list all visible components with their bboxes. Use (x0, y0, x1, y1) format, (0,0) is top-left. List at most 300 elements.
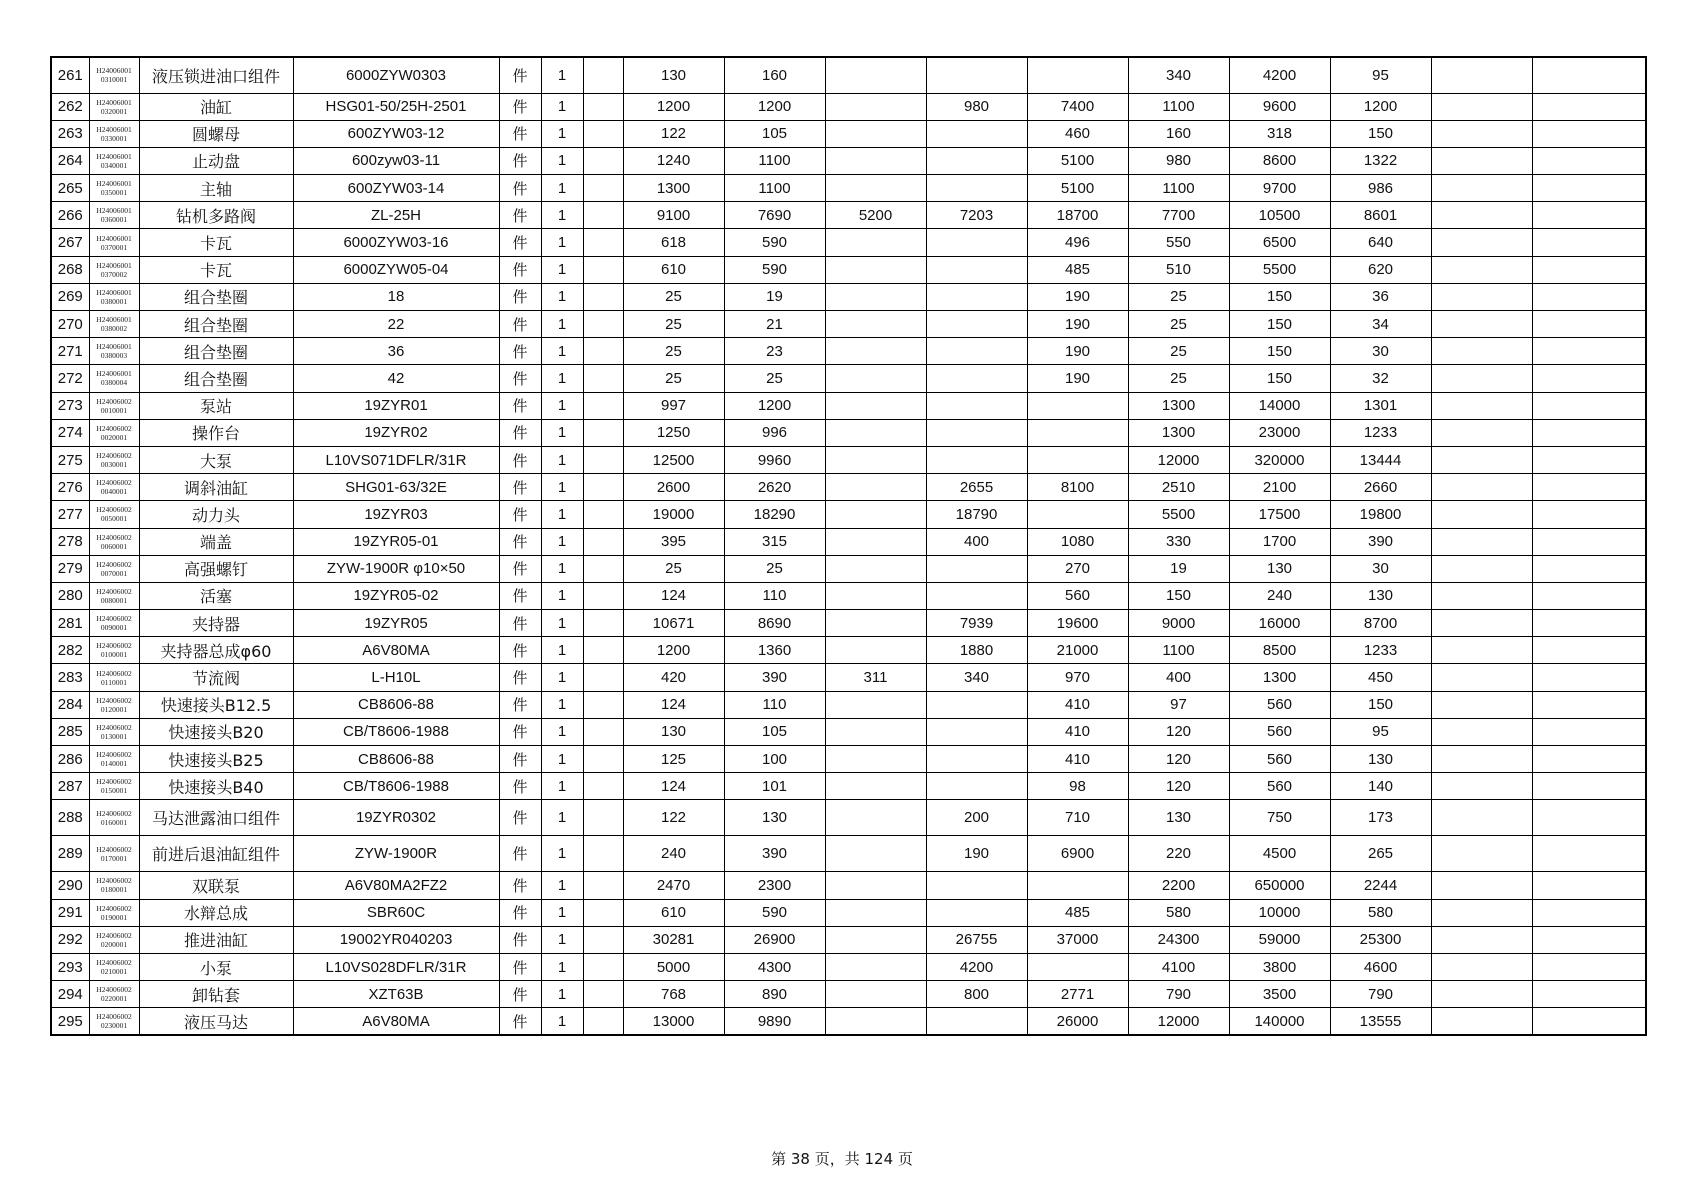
price-col-1-cell (583, 311, 623, 338)
item-code-cell: H24006001 0370002 (89, 256, 139, 283)
price-col-10-cell (1431, 338, 1532, 365)
part-name-cell: 夹持器 (139, 610, 293, 637)
price-col-7-cell: 790 (1128, 981, 1229, 1008)
table-row (51, 953, 1646, 980)
price-col-10-cell (1431, 120, 1532, 147)
price-col-7-cell: 1300 (1128, 419, 1229, 446)
price-col-7-cell: 1100 (1128, 93, 1229, 120)
price-col-6-cell: 485 (1027, 899, 1128, 926)
price-col-9-cell: 140 (1330, 773, 1431, 800)
price-col-1-cell (583, 691, 623, 718)
price-col-8-cell: 8600 (1229, 147, 1330, 174)
price-col-1-cell (583, 872, 623, 899)
price-col-10-cell (1431, 202, 1532, 229)
price-col-11-cell (1532, 202, 1646, 229)
price-col-3-cell: 4300 (724, 953, 825, 980)
price-col-2-cell: 125 (623, 746, 724, 773)
price-col-8-cell: 9600 (1229, 93, 1330, 120)
price-col-11-cell (1532, 283, 1646, 310)
price-col-2-cell: 30281 (623, 926, 724, 953)
part-model-cell: ZYW-1900R φ10×50 (293, 555, 499, 582)
unit-cell: 件 (499, 800, 541, 836)
price-col-11-cell (1532, 664, 1646, 691)
quantity-cell: 1 (541, 953, 583, 980)
table-row (51, 582, 1646, 609)
price-col-8-cell: 9700 (1229, 175, 1330, 202)
part-name-cell: 泵站 (139, 392, 293, 419)
price-col-11-cell (1532, 872, 1646, 899)
price-col-7-cell: 24300 (1128, 926, 1229, 953)
quantity-cell: 1 (541, 283, 583, 310)
unit-cell: 件 (499, 691, 541, 718)
price-col-3-cell: 390 (724, 836, 825, 872)
price-col-5-cell: 980 (926, 93, 1027, 120)
price-col-3-cell: 25 (724, 555, 825, 582)
price-col-4-cell (825, 746, 926, 773)
quantity-cell: 1 (541, 1008, 583, 1035)
table-row (51, 202, 1646, 229)
part-name-cell: 液压锁进油口组件 (139, 57, 293, 93)
price-col-4-cell (825, 582, 926, 609)
quantity-cell: 1 (541, 664, 583, 691)
price-col-10-cell (1431, 256, 1532, 283)
price-col-2-cell: 25 (623, 338, 724, 365)
quantity-cell: 1 (541, 872, 583, 899)
price-col-2-cell: 2470 (623, 872, 724, 899)
price-col-2-cell: 1200 (623, 93, 724, 120)
part-name-cell: 双联泵 (139, 872, 293, 899)
price-col-7-cell: 12000 (1128, 446, 1229, 473)
unit-cell: 件 (499, 610, 541, 637)
price-col-1-cell (583, 718, 623, 745)
price-col-11-cell (1532, 93, 1646, 120)
table-row (51, 746, 1646, 773)
price-col-3-cell: 890 (724, 981, 825, 1008)
price-col-5-cell (926, 365, 1027, 392)
part-name-cell: 快速接头B40 (139, 773, 293, 800)
price-col-6-cell: 19600 (1027, 610, 1128, 637)
row-number-cell: 275 (51, 446, 89, 473)
price-col-7-cell: 2200 (1128, 872, 1229, 899)
quantity-cell: 1 (541, 926, 583, 953)
table-row (51, 338, 1646, 365)
price-col-11-cell (1532, 718, 1646, 745)
price-col-9-cell: 2244 (1330, 872, 1431, 899)
item-code-cell: H24006002 0230001 (89, 1008, 139, 1035)
price-col-5-cell (926, 872, 1027, 899)
price-col-5-cell: 2655 (926, 474, 1027, 501)
row-number-cell: 288 (51, 800, 89, 836)
price-col-6-cell: 8100 (1027, 474, 1128, 501)
price-col-7-cell: 25 (1128, 365, 1229, 392)
item-code-cell: H24006002 0130001 (89, 718, 139, 745)
price-col-1-cell (583, 800, 623, 836)
price-col-6-cell: 410 (1027, 691, 1128, 718)
item-code-cell: H24006001 0380001 (89, 283, 139, 310)
price-col-11-cell (1532, 637, 1646, 664)
price-col-1-cell (583, 283, 623, 310)
price-col-1-cell (583, 836, 623, 872)
price-col-9-cell: 30 (1330, 555, 1431, 582)
price-col-4-cell (825, 474, 926, 501)
part-model-cell: CB8606-88 (293, 691, 499, 718)
price-col-9-cell: 1200 (1330, 93, 1431, 120)
price-col-2-cell: 13000 (623, 1008, 724, 1035)
unit-cell: 件 (499, 311, 541, 338)
price-col-2-cell: 124 (623, 691, 724, 718)
price-col-3-cell: 590 (724, 229, 825, 256)
price-col-9-cell: 13444 (1330, 446, 1431, 473)
price-col-6-cell: 560 (1027, 582, 1128, 609)
price-col-10-cell (1431, 981, 1532, 1008)
part-name-cell: 调斜油缸 (139, 474, 293, 501)
price-col-4-cell (825, 93, 926, 120)
row-number-cell: 268 (51, 256, 89, 283)
price-col-9-cell: 130 (1330, 582, 1431, 609)
price-col-6-cell: 496 (1027, 229, 1128, 256)
part-model-cell: CB/T8606-1988 (293, 773, 499, 800)
price-col-8-cell: 23000 (1229, 419, 1330, 446)
price-col-2-cell: 618 (623, 229, 724, 256)
quantity-cell: 1 (541, 555, 583, 582)
table-row (51, 926, 1646, 953)
price-col-7-cell: 400 (1128, 664, 1229, 691)
price-col-7-cell: 25 (1128, 338, 1229, 365)
price-col-4-cell (825, 392, 926, 419)
price-col-8-cell: 150 (1229, 338, 1330, 365)
price-col-8-cell: 5500 (1229, 256, 1330, 283)
price-col-1-cell (583, 501, 623, 528)
price-col-11-cell (1532, 419, 1646, 446)
price-col-10-cell (1431, 899, 1532, 926)
price-col-10-cell (1431, 365, 1532, 392)
price-col-2-cell: 130 (623, 718, 724, 745)
unit-cell: 件 (499, 926, 541, 953)
price-col-2-cell: 19000 (623, 501, 724, 528)
row-number-cell: 265 (51, 175, 89, 202)
price-col-9-cell: 620 (1330, 256, 1431, 283)
price-col-4-cell (825, 528, 926, 555)
price-col-5-cell (926, 746, 1027, 773)
price-col-11-cell (1532, 746, 1646, 773)
row-number-cell: 262 (51, 93, 89, 120)
price-col-1-cell (583, 474, 623, 501)
price-col-8-cell: 130 (1229, 555, 1330, 582)
price-col-1-cell (583, 120, 623, 147)
price-col-7-cell: 980 (1128, 147, 1229, 174)
price-col-3-cell: 8690 (724, 610, 825, 637)
price-col-2-cell: 25 (623, 311, 724, 338)
item-code-cell: H24006002 0050001 (89, 501, 139, 528)
price-col-9-cell: 95 (1330, 718, 1431, 745)
price-col-8-cell: 16000 (1229, 610, 1330, 637)
price-col-4-cell (825, 120, 926, 147)
price-col-10-cell (1431, 446, 1532, 473)
price-col-1-cell (583, 953, 623, 980)
unit-cell: 件 (499, 283, 541, 310)
part-model-cell: SBR60C (293, 899, 499, 926)
price-col-10-cell (1431, 691, 1532, 718)
price-col-2-cell: 25 (623, 365, 724, 392)
price-col-4-cell (825, 229, 926, 256)
quantity-cell: 1 (541, 365, 583, 392)
table-row (51, 872, 1646, 899)
row-number-cell: 278 (51, 528, 89, 555)
price-col-9-cell: 34 (1330, 311, 1431, 338)
price-col-6-cell: 5100 (1027, 175, 1128, 202)
price-col-11-cell (1532, 256, 1646, 283)
part-name-cell: 节流阀 (139, 664, 293, 691)
price-col-8-cell: 560 (1229, 746, 1330, 773)
price-col-7-cell: 340 (1128, 57, 1229, 93)
part-name-cell: 钻机多路阀 (139, 202, 293, 229)
part-name-cell: 组合垫圈 (139, 311, 293, 338)
price-col-4-cell (825, 338, 926, 365)
price-col-2-cell: 12500 (623, 446, 724, 473)
part-name-cell: 马达泄露油口组件 (139, 800, 293, 836)
unit-cell: 件 (499, 773, 541, 800)
price-col-6-cell: 190 (1027, 311, 1128, 338)
price-col-7-cell: 510 (1128, 256, 1229, 283)
part-model-cell: 19ZYR05-02 (293, 582, 499, 609)
price-col-4-cell (825, 836, 926, 872)
quantity-cell: 1 (541, 899, 583, 926)
part-name-cell: 快速接头B25 (139, 746, 293, 773)
part-model-cell: 19ZYR05-01 (293, 528, 499, 555)
price-col-2-cell: 1300 (623, 175, 724, 202)
price-col-6-cell (1027, 446, 1128, 473)
price-col-11-cell (1532, 120, 1646, 147)
price-col-4-cell (825, 446, 926, 473)
price-col-10-cell (1431, 555, 1532, 582)
price-col-5-cell (926, 147, 1027, 174)
page-footer: 第 38 页，共 124 页 (771, 1150, 913, 1168)
part-model-cell: A6V80MA2FZ2 (293, 872, 499, 899)
row-number-cell: 271 (51, 338, 89, 365)
quantity-cell: 1 (541, 582, 583, 609)
price-col-9-cell: 4600 (1330, 953, 1431, 980)
unit-cell: 件 (499, 392, 541, 419)
price-col-3-cell: 21 (724, 311, 825, 338)
unit-cell: 件 (499, 953, 541, 980)
item-code-cell: H24006002 0180001 (89, 872, 139, 899)
quantity-cell: 1 (541, 610, 583, 637)
unit-cell: 件 (499, 836, 541, 872)
part-model-cell: A6V80MA (293, 1008, 499, 1035)
unit-cell: 件 (499, 746, 541, 773)
table-row (51, 311, 1646, 338)
price-col-7-cell: 1100 (1128, 637, 1229, 664)
price-col-5-cell: 26755 (926, 926, 1027, 953)
price-col-11-cell (1532, 501, 1646, 528)
price-col-10-cell (1431, 637, 1532, 664)
price-col-1-cell (583, 528, 623, 555)
price-col-9-cell: 25300 (1330, 926, 1431, 953)
price-col-9-cell: 986 (1330, 175, 1431, 202)
part-model-cell: SHG01-63/32E (293, 474, 499, 501)
price-col-11-cell (1532, 836, 1646, 872)
item-code-cell: H24006002 0200001 (89, 926, 139, 953)
price-col-9-cell: 173 (1330, 800, 1431, 836)
price-col-5-cell (926, 120, 1027, 147)
price-col-7-cell: 120 (1128, 773, 1229, 800)
price-col-2-cell: 124 (623, 582, 724, 609)
price-col-1-cell (583, 256, 623, 283)
table-row (51, 365, 1646, 392)
unit-cell: 件 (499, 474, 541, 501)
quantity-cell: 1 (541, 392, 583, 419)
part-model-cell: 19ZYR0302 (293, 800, 499, 836)
quantity-cell: 1 (541, 419, 583, 446)
price-col-6-cell: 190 (1027, 283, 1128, 310)
price-col-8-cell: 560 (1229, 718, 1330, 745)
part-model-cell: 600zyw03-11 (293, 147, 499, 174)
item-code-cell: H24006001 0310001 (89, 57, 139, 93)
price-col-1-cell (583, 582, 623, 609)
part-model-cell: ZL-25H (293, 202, 499, 229)
price-col-2-cell: 122 (623, 800, 724, 836)
row-number-cell: 277 (51, 501, 89, 528)
price-col-10-cell (1431, 57, 1532, 93)
table-row (51, 800, 1646, 836)
price-col-6-cell: 98 (1027, 773, 1128, 800)
price-col-7-cell: 550 (1128, 229, 1229, 256)
price-col-7-cell: 25 (1128, 283, 1229, 310)
price-col-10-cell (1431, 773, 1532, 800)
price-col-6-cell: 460 (1027, 120, 1128, 147)
part-name-cell: 高强螺钉 (139, 555, 293, 582)
part-model-cell: 6000ZYW03-16 (293, 229, 499, 256)
unit-cell: 件 (499, 147, 541, 174)
price-col-2-cell: 997 (623, 392, 724, 419)
row-number-cell: 270 (51, 311, 89, 338)
price-col-1-cell (583, 419, 623, 446)
part-model-cell: CB8606-88 (293, 746, 499, 773)
price-col-11-cell (1532, 953, 1646, 980)
price-col-8-cell: 4500 (1229, 836, 1330, 872)
price-col-6-cell: 5100 (1027, 147, 1128, 174)
quantity-cell: 1 (541, 691, 583, 718)
price-col-9-cell: 790 (1330, 981, 1431, 1008)
price-col-8-cell: 240 (1229, 582, 1330, 609)
price-col-1-cell (583, 664, 623, 691)
price-col-7-cell: 12000 (1128, 1008, 1229, 1035)
table-row (51, 1008, 1646, 1035)
price-col-5-cell (926, 338, 1027, 365)
price-col-9-cell: 150 (1330, 691, 1431, 718)
price-col-2-cell: 5000 (623, 953, 724, 980)
row-number-cell: 290 (51, 872, 89, 899)
quantity-cell: 1 (541, 57, 583, 93)
price-col-10-cell (1431, 283, 1532, 310)
price-col-3-cell: 390 (724, 664, 825, 691)
price-col-3-cell: 9960 (724, 446, 825, 473)
part-model-cell: 19002YR040203 (293, 926, 499, 953)
table-row (51, 773, 1646, 800)
price-col-3-cell: 105 (724, 120, 825, 147)
row-number-cell: 274 (51, 419, 89, 446)
table-row (51, 981, 1646, 1008)
part-model-cell: 42 (293, 365, 499, 392)
price-col-7-cell: 120 (1128, 718, 1229, 745)
price-col-8-cell: 750 (1229, 800, 1330, 836)
price-col-5-cell (926, 1008, 1027, 1035)
price-col-8-cell: 6500 (1229, 229, 1330, 256)
quantity-cell: 1 (541, 256, 583, 283)
price-col-3-cell: 19 (724, 283, 825, 310)
price-col-8-cell: 318 (1229, 120, 1330, 147)
price-col-8-cell: 1300 (1229, 664, 1330, 691)
item-code-cell: H24006001 0380002 (89, 311, 139, 338)
price-col-6-cell: 710 (1027, 800, 1128, 836)
item-code-cell: H24006002 0190001 (89, 899, 139, 926)
unit-cell: 件 (499, 872, 541, 899)
item-code-cell: H24006002 0220001 (89, 981, 139, 1008)
price-col-4-cell (825, 365, 926, 392)
price-col-11-cell (1532, 981, 1646, 1008)
price-col-11-cell (1532, 311, 1646, 338)
unit-cell: 件 (499, 256, 541, 283)
price-col-2-cell: 1240 (623, 147, 724, 174)
price-col-5-cell: 190 (926, 836, 1027, 872)
price-col-8-cell: 10000 (1229, 899, 1330, 926)
price-col-3-cell: 130 (724, 800, 825, 836)
price-col-8-cell: 320000 (1229, 446, 1330, 473)
price-col-8-cell: 17500 (1229, 501, 1330, 528)
item-code-cell: H24006002 0170001 (89, 836, 139, 872)
row-number-cell: 289 (51, 836, 89, 872)
price-col-5-cell: 400 (926, 528, 1027, 555)
quantity-cell: 1 (541, 474, 583, 501)
price-col-11-cell (1532, 365, 1646, 392)
price-col-6-cell: 2771 (1027, 981, 1128, 1008)
quantity-cell: 1 (541, 800, 583, 836)
quantity-cell: 1 (541, 338, 583, 365)
price-col-11-cell (1532, 57, 1646, 93)
part-name-cell: 大泵 (139, 446, 293, 473)
table-row (51, 899, 1646, 926)
price-col-5-cell: 7939 (926, 610, 1027, 637)
price-col-11-cell (1532, 446, 1646, 473)
price-col-5-cell: 4200 (926, 953, 1027, 980)
row-number-cell: 291 (51, 899, 89, 926)
quantity-cell: 1 (541, 501, 583, 528)
part-name-cell: 油缸 (139, 93, 293, 120)
table-row (51, 836, 1646, 872)
price-col-9-cell: 2660 (1330, 474, 1431, 501)
price-col-9-cell: 450 (1330, 664, 1431, 691)
table-row (51, 283, 1646, 310)
part-model-cell: 6000ZYW0303 (293, 57, 499, 93)
price-col-3-cell: 2620 (724, 474, 825, 501)
price-col-11-cell (1532, 175, 1646, 202)
row-number-cell: 286 (51, 746, 89, 773)
price-col-7-cell: 97 (1128, 691, 1229, 718)
quantity-cell: 1 (541, 175, 583, 202)
price-col-7-cell: 150 (1128, 582, 1229, 609)
part-model-cell: 19ZYR01 (293, 392, 499, 419)
price-col-3-cell: 2300 (724, 872, 825, 899)
price-col-1-cell (583, 202, 623, 229)
price-col-1-cell (583, 392, 623, 419)
item-code-cell: H24006001 0360001 (89, 202, 139, 229)
table-row (51, 446, 1646, 473)
item-code-cell: H24006001 0370001 (89, 229, 139, 256)
price-col-6-cell (1027, 953, 1128, 980)
price-col-8-cell: 560 (1229, 691, 1330, 718)
price-col-8-cell: 560 (1229, 773, 1330, 800)
item-code-cell: H24006002 0090001 (89, 610, 139, 637)
